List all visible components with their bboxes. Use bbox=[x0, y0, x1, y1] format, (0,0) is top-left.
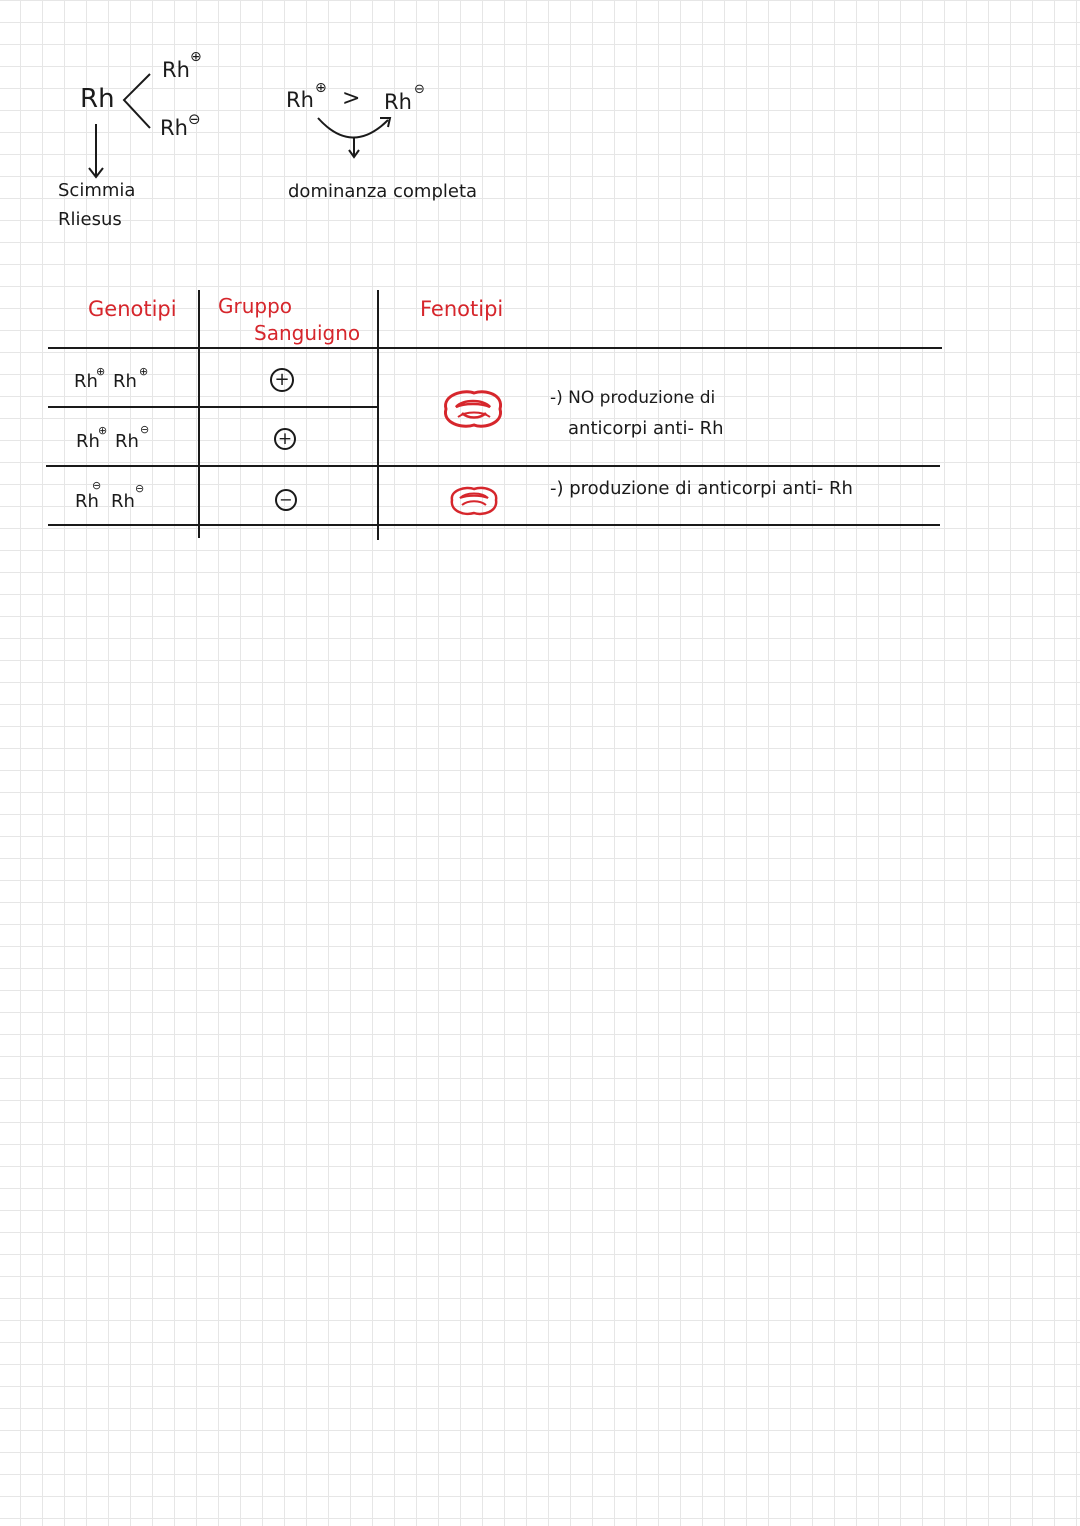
allele-rh-plus: Rh bbox=[162, 58, 190, 82]
allele-sign: ⊖ bbox=[92, 479, 102, 492]
curved-arrow-icon bbox=[312, 112, 402, 162]
greater-than-sign: > bbox=[342, 86, 361, 111]
red-blood-cell-icon bbox=[448, 484, 500, 518]
minus-circle-icon: ⊖ bbox=[188, 110, 201, 128]
table-row-rule-2 bbox=[46, 465, 940, 467]
gene-rh: Rh bbox=[80, 84, 115, 114]
origin-line2: Rliesus bbox=[58, 209, 122, 230]
note-positive-line1: -) NO produzione di bbox=[550, 388, 716, 408]
plus-circle-icon: ⊕ bbox=[315, 80, 327, 96]
dominance-caption: dominanza completa bbox=[288, 181, 478, 202]
blood-group-sign: + bbox=[274, 369, 290, 390]
minus-circle-icon bbox=[275, 489, 297, 511]
down-arrow-icon bbox=[86, 122, 106, 182]
allele-sign: ⊕ bbox=[96, 365, 106, 378]
header-phenotypes: Fenotipi bbox=[420, 297, 504, 321]
genotype-allele: Rh bbox=[113, 371, 137, 392]
red-blood-cell-icon bbox=[440, 387, 506, 433]
allele-sign: ⊕ bbox=[98, 424, 108, 437]
header-blood-group-line1: Gruppo bbox=[218, 294, 293, 318]
table-divider-col2 bbox=[377, 290, 379, 540]
genotype-allele: Rh bbox=[74, 371, 98, 392]
table-row-rule-1 bbox=[48, 406, 378, 408]
header-blood-group-line2: Sanguigno bbox=[254, 321, 361, 345]
plus-circle-icon bbox=[270, 368, 294, 392]
allele-sign: ⊕ bbox=[139, 365, 149, 378]
blood-group-sign: + bbox=[277, 429, 293, 449]
recessive-allele: Rh bbox=[384, 90, 412, 114]
genotype-allele: Rh bbox=[76, 431, 100, 452]
table-bottom-rule bbox=[48, 524, 940, 526]
allele-rh-minus: Rh bbox=[160, 116, 188, 140]
plus-circle-icon bbox=[274, 428, 296, 450]
header-genotypes: Genotipi bbox=[88, 297, 177, 321]
allele-sign: ⊖ bbox=[140, 423, 150, 436]
genotype-allele: Rh bbox=[115, 431, 139, 452]
genotype-allele: Rh bbox=[111, 491, 135, 512]
genotype-allele: Rh bbox=[75, 491, 99, 512]
minus-circle-icon: ⊖ bbox=[414, 82, 425, 97]
allele-sign: ⊖ bbox=[135, 482, 145, 495]
table-header-rule bbox=[48, 347, 942, 349]
origin-line1: Scimmia bbox=[58, 180, 136, 201]
dominant-allele: Rh bbox=[286, 88, 314, 112]
blood-group-sign: − bbox=[279, 490, 293, 509]
plus-circle-icon: ⊕ bbox=[190, 49, 202, 65]
note-positive-line2: anticorpi anti- Rh bbox=[568, 418, 724, 439]
table-divider-col1 bbox=[198, 290, 200, 538]
note-negative: -) produzione di anticorpi anti- Rh bbox=[550, 478, 853, 499]
